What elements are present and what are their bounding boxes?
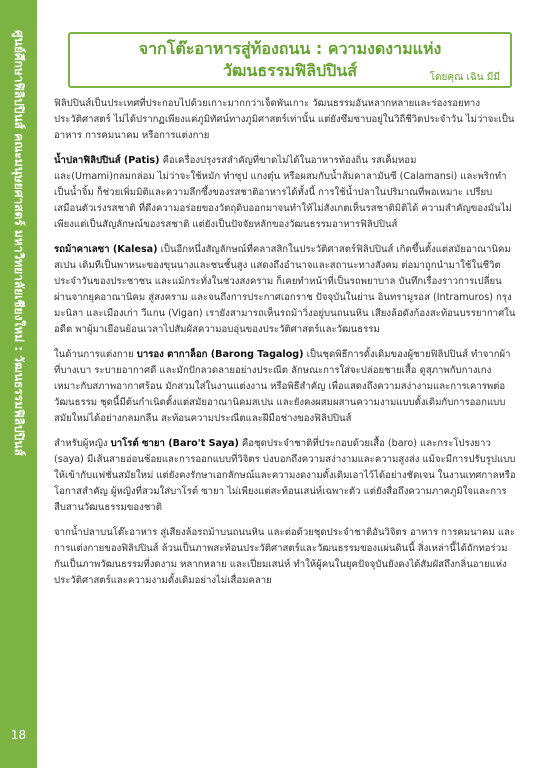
paragraph-text: คือเครื่องปรุงรสสำคัญที่ขาดไม่ได้ในอาหารท้องถิ่น รสเค็มหอมและ(Umami)กลมกล่อม ไม่ว่าจะใช้หมัก ทำซุป แกงตุ๋น หรือผสมกับน้ำส้มคาลามันซี (Calamansi) และพริกทำเป็นน้ำจิ้ม ก็ช่วยเพิ่มมิติและความลึกซึ้งของรสชาติอาหารได้ทั้งนี้ การใช้น้ำปลาในปริมาณที่พอเหมาะ เปรียบเสมือนตัวเร่งรสชาติ ที่ดึงความอร่อยของวัตถุดิบออกมาจนทำให้ไม่สังเกตเห็นรสชาติมิติได้ ความสำคัญของมันไม่เพียงแต่เป็นสัญลักษณ์ของรสชาติ แต่ยังเป็นปัจจัยหลักของวัฒนธรรมอาหารฟิลิปปินส์ bbox=[54, 155, 512, 230]
paragraph-text: จากน้ำปลาบนโต๊ะอาหาร สู่เสียงล้อรถม้าบนถนนหิน และต่อด้วยชุดประจำชาติอันวิจิตร อาหาร การคมนาคม และการแต่งกายของฟิลิปปินส์ ล้วนเป็นภาพสะท้อนประวัติศาสตร์และวัฒนธรรมของแผ่นดินนี้ สิ่งเหล่านี้ได้ถักทอร่วมกันเป็นภาพวัฒนธรรมที่งดงาม หลากหลาย และเปี่ยมเสน่ห์ ทำให้ผู้คนในยุคปัจจุบันยังคงได้สัมผัสถึงกลิ่นอายแห่งประวัติศาสตร์และความงามดั้งเดิมอย่างไม่เสื่อมคลาย bbox=[54, 527, 516, 586]
article-body bbox=[54, 96, 516, 598]
paragraph-text: เป็นอีกหนึ่งสัญลักษณ์ที่คลาสสิกในประวัติศาสตร์ฟิลิปปินส์ เกิดขึ้นตั้งแต่สมัยอาณานิคมสเปน เดิมทีเป็นพาหนะของขุนนางและชนชั้นสูง แสดงถึงอำนาจและสถานะทางสังคม ต่อมาถูกนำมาใช้ในชีวิตประจำวันของประชาชน และแม้กระทั่งในช่วงสงคราม ก็เคยทำหน้าที่เป็นรถพยาบาล บันทึกเรื่องราวการเปลี่ยนผ่านจากยุคอาณานิคม สู่สงคราม และจนถึงการประกาศเอกราช ปัจจุบันในย่าน อินทรามูรอส (Intramuros) กรุงมะนิลา และเมืองเก่า วีแกน (Vigan) เรายังสามารถเห็นรถม้าวิ่งอยู่บนถนนหิน เสียงล้อดังก้องสะท้อนบรรยากาศในอดีต พาผู้มาเยือนย้อนเวลาไปสัมผัสความอบอุ่นของประวัติศาสตร์และวัฒนธรรม bbox=[54, 244, 516, 335]
paragraph-lead: รถม้าคาเลซา (Kalesa) bbox=[54, 244, 158, 255]
sidebar bbox=[0, 0, 37, 768]
paragraph-conclusion bbox=[54, 525, 516, 589]
title-line-2: วัฒนธรรมฟิลิปปินส์ bbox=[222, 61, 358, 80]
author-byline: โดยคุณ เฉิน มีมี bbox=[429, 72, 500, 83]
paragraph-kalesa bbox=[54, 242, 516, 338]
paragraph-text: ฟิลิปปินส์เป็นประเทศที่ประกอบไปด้วยเกาะมากกว่าเจ็ดพันเกาะ วัฒนธรรมอันหลากหลายและร่องรอยทางประวัติศาสตร์ ไม่ได้ปรากฏเพียงแค่ภูมิทัศน์ทางภูมิศาสตร์เท่านั้น แต่ยังซึมซาบอยู่ในวิถีชีวิตประจำวัน ไม่ว่าจะเป็นอาหาร การคมนาคม หรือการแต่งกาย bbox=[54, 98, 515, 141]
title-line-1: จากโต๊ะอาหารสู่ท้องถนน : ความงดงามแห่ง bbox=[138, 39, 442, 58]
paragraph-barot-saya bbox=[54, 436, 516, 516]
paragraph-intro bbox=[54, 96, 516, 144]
paragraph-text: คือชุดประจำชาติที่ประกอบด้วยเสื้อ (baro) และกระโปรงยาว (saya) มีเส้นสายอ่อนช้อยและการออกแบบที่วิจิตร บ่งบอกถึงความสง่างามและความสูงส่ง แม้จะมีการปรับรูปแบบให้เข้ากับแฟชั่นสมัยใหม่ แต่ยังคงรักษาเอกลักษณ์และความงดงามดั้งเดิมเอาไว้ได้อย่างชัดเจน ในงานเทศกาลหรือโอกาสสำคัญ ผู้หญิงที่สวมใส่บาโรต์ ซายา ไม่เพียงแต่สะท้อนเสน่ห์เฉพาะตัว แต่ยังสื่อถึงความภาคภูมิใจและการสืบสานวัฒนธรรมของชาติ bbox=[54, 438, 516, 513]
paragraph-prefix: ในด้านการแต่งกาย bbox=[54, 349, 137, 360]
title-box bbox=[68, 32, 512, 88]
paragraph-barong bbox=[54, 347, 516, 427]
paragraph-text: เป็นชุดพิธีการดั้งเดิมของผู้ชายฟิลิปปินส์ ทำจากผ้าที่บางเบา ระบายอากาศดี และมักปักลวดลายอย่างประณีต ลักษณะการใส่จะปล่อยชายเสื้อ ดูสุภาพกับกางเกง เหมาะกับสภาพอากาศร้อน มักสวมใส่ในงานแต่งงาน หรือพิธีสำคัญ เพื่อแสดงถึงความสง่างามและการเคารพต่อวัฒนธรรม ชุดนี้มีต้นกำเนิดตั้งแต่สมัยอาณานิคมสเปน และยังคงผสมผสานความงามแบบดั้งเดิมกับการออกแบบสมัยใหม่ได้อย่างกลมกลืน สะท้อนความประณีตและฝีมือช่างของฟิลิปปินส์ bbox=[54, 349, 511, 424]
page-number: 18 bbox=[10, 728, 27, 742]
paragraph-lead: บาโรต์ ซายา (Baro't Saya) bbox=[110, 438, 239, 449]
sidebar-title: ศูนย์ศึกษาฟิลิปปินส์ คณะมนุษยศาสตร์ มหาวิทยาลัยเชียงใหม่ : วัฒนธรรมฟิลิปปินส์ bbox=[12, 30, 26, 456]
paragraph-lead: น้ำปลาฟิลิปปินส์ (Patis) bbox=[54, 155, 160, 166]
paragraph-prefix: สำหรับผู้หญิง bbox=[54, 438, 111, 449]
paragraph-lead: บารอง ตากาล็อก (Barong Tagalog) bbox=[136, 349, 304, 360]
paragraph-patis bbox=[54, 153, 516, 233]
